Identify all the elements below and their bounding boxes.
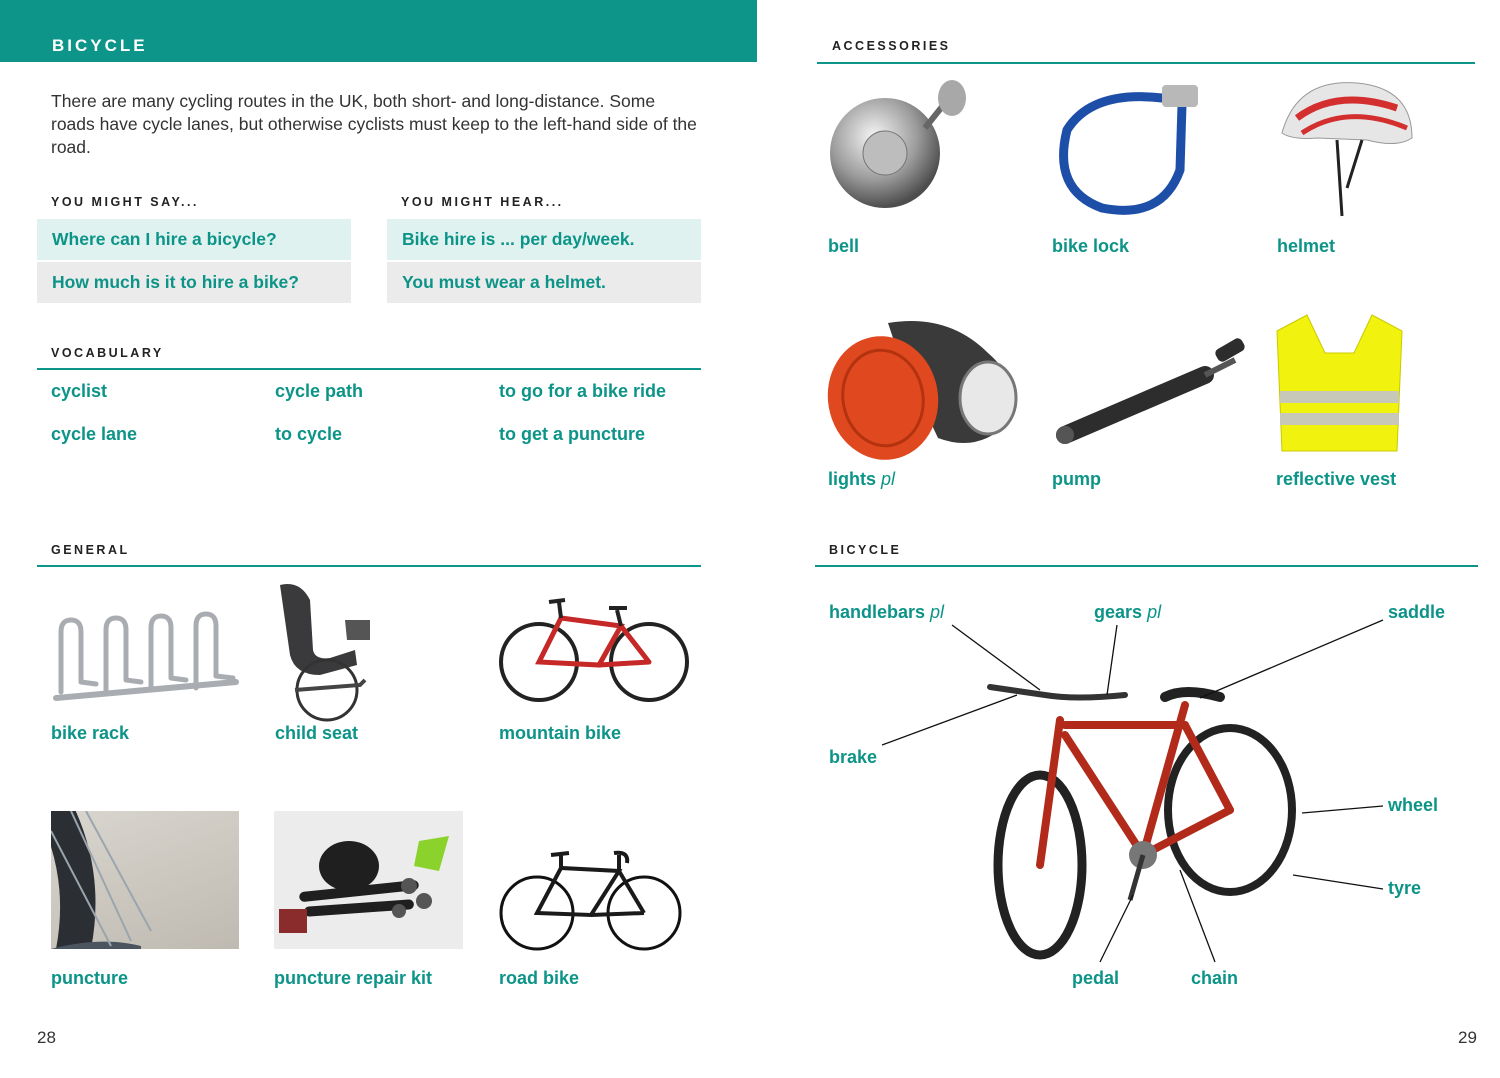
vocab-word: cycle path: [275, 381, 364, 401]
say-phrase-1: Where can I hire a bicycle?: [37, 219, 351, 260]
bike-rack-label: bike rack: [51, 723, 130, 743]
brake-label: brake: [829, 747, 878, 767]
page-number-left: 28: [37, 1028, 56, 1047]
vocab-word: to cycle: [275, 424, 343, 444]
vocab-word: to go for a bike ride: [499, 381, 667, 401]
saddle-label: saddle: [1388, 602, 1446, 622]
bell-label: bell: [828, 236, 860, 256]
repair-kit-label: puncture repair kit: [274, 968, 433, 988]
puncture-label: puncture: [51, 968, 129, 988]
chain-label: chain: [1191, 968, 1239, 988]
you-might-hear-heading: YOU MIGHT HEAR...: [401, 195, 564, 209]
general-heading: GENERAL: [51, 543, 130, 557]
helmet-label: helmet: [1277, 236, 1336, 256]
lights-label: lights pl: [828, 469, 896, 489]
hear-phrase-2: You must wear a helmet.: [387, 262, 701, 303]
bicycle-heading: BICYCLE: [829, 543, 902, 557]
page-number-right: 29: [1458, 1028, 1477, 1047]
tyre-label: tyre: [1388, 878, 1422, 898]
vocab-word: cycle lane: [51, 424, 138, 444]
gears-label: gears pl: [1094, 602, 1162, 622]
vocabulary-heading: VOCABULARY: [51, 346, 164, 360]
vocab-word: to get a puncture: [499, 424, 646, 444]
accessories-heading: ACCESSORIES: [832, 39, 951, 53]
say-phrase-2: How much is it to hire a bike?: [37, 262, 351, 303]
page-title: BICYCLE: [52, 36, 148, 55]
pedal-label: pedal: [1072, 968, 1120, 988]
reflective-vest-label: reflective vest: [1276, 469, 1397, 489]
pump-label: pump: [1052, 469, 1101, 489]
handlebars-label: handlebars pl: [829, 602, 945, 622]
mountain-bike-label: mountain bike: [499, 723, 622, 743]
vocab-word: cyclist: [51, 381, 108, 401]
bike-lock-label: bike lock: [1052, 236, 1130, 256]
you-might-say-heading: YOU MIGHT SAY...: [51, 195, 199, 209]
intro-text: There are many cycling routes in the UK, both short- and long-distance. Some roads have cycle lanes, but otherwise cyclists must keep to the left-hand side of the road.: [51, 91, 697, 157]
hear-phrase-1: Bike hire is ... per day/week.: [387, 219, 701, 260]
child-seat-label: child seat: [275, 723, 359, 743]
wheel-label: wheel: [1388, 795, 1439, 815]
road-bike-label: road bike: [499, 968, 580, 988]
